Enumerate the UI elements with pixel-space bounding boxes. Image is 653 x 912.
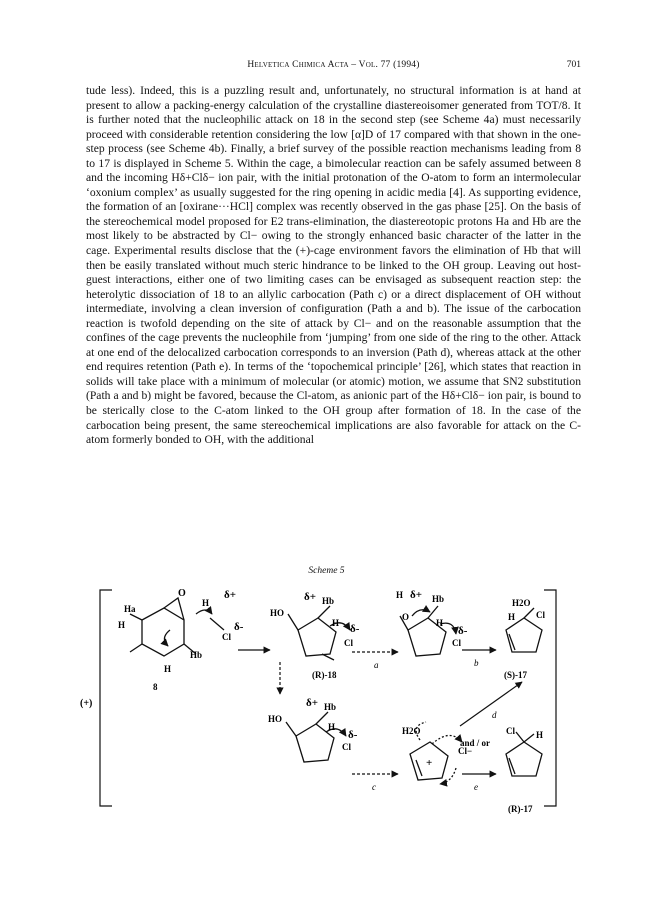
running-head: Helvetica Chimica Acta – Vol. 77 (1994) <box>247 60 420 70</box>
paragraph: tude less). Indeed, this is a puzzling result and, unfortunately, no structural information is at hand at present to allow a packing-energy calculation of the crystalline diastereoisomer generated from TOT/8. It is further noted that the nucleophilic attack on 18 in the second step (see Scheme 4a) must necessarily proceed with considerable retention considering the low [α]D of 17 compared with that shown in the one-step process (see Scheme 4b). Finally, a brief survey of the possible reaction mechanisms leading from 8 to 17 is displayed in Scheme 5. Within the cage, a bimolecular reaction can be safely assumed between 8 and the incoming Hδ+Clδ− ion pair, with the initial protonation of the O-atom to form an intermolecular ‘oxonium complex’ as usually suggested for the ring opening in acidic media [4]. As supporting evidence, the formation of an [oxirane···HCl] complex was recently observed in the gas phase [25]. On the basis of the stereochemical model proposed for E2 trans-elimination, the diastereotopic protons Ha and Hb are the most likely to be abstracted by Cl− owing to the strongly enhanced basic character of the latter in the cage. Experimental results disclose that the (+)-cage environment favors the elimination of Hb that will then be easily translated without much steric hindrance to be linked to the OH group. Leaving out host-guest interactions, either one of two limiting cases can be envisaged as subsequent reaction step: the heterolytic dissociation of 18 to an allylic carbocation (Path c) or a direct displacement of OH without intermediate, involving a clean inversion of configuration (Path a and b). The issue of the carbocation reaction is twofold depending on the site of attack by Cl− and on the reasonable assumption that the confines of the cage prevents the nucleophile from ‘jumping’ from one side of the ring to the other. Attack at one end of the delocalized carbocation corresponds to an inversion (Path d), whereas attack at the other end requires retention (Path e). In terms of the ‘topochemical principle’ [26], which states that reaction in solids will take place with a minimum of molecular (or atomic) motion, we assume that SN2 substitution (Path a and b) might be favored, because the Cl-atom, as anionic part of the Hδ+Clδ− ion pair, is bound to be sterically close to the C-atom linked to the OH group after formation of 18. In the case of the carbocation being present, the same stereochemical implications are also favorable for attack on the C-atom formerly bonded to OH, with the additional <box>86 84 581 447</box>
delta-plus-18: δ+ <box>304 591 316 603</box>
label-path-b: b <box>474 658 479 668</box>
structure-r18 <box>288 606 350 660</box>
label-8: 8 <box>153 682 158 692</box>
atom-cl-18: Cl <box>344 638 353 648</box>
left-bracket <box>100 590 112 806</box>
atom-h-top-2: H <box>436 618 444 628</box>
atom-hb-bottom: Hb <box>324 702 337 712</box>
atom-h2o-cation: H2O <box>402 726 421 736</box>
right-bracket <box>544 590 556 806</box>
label-path-c: c <box>372 782 376 792</box>
atom-h-top: H <box>396 590 404 600</box>
atom-o-top: O <box>402 612 410 622</box>
body-text <box>86 84 581 448</box>
label-path-e: e <box>474 782 478 792</box>
atom-cl-r17: Cl <box>506 726 515 736</box>
atom-h-bottom: H <box>328 722 336 732</box>
atom-o-8: O <box>178 588 186 599</box>
plus-cation: + <box>426 757 433 769</box>
atom-ho-18: HO <box>270 608 285 618</box>
delta-minus-8: δ- <box>234 621 244 633</box>
label-r18: (R)-18 <box>312 670 337 680</box>
delta-minus-top: δ- <box>458 625 468 637</box>
atom-ha: Ha <box>124 604 136 614</box>
atom-ho-bottom: HO <box>268 714 283 724</box>
label-path-d: d <box>492 710 497 720</box>
atom-cl-bottom: Cl <box>342 742 351 752</box>
label-s17: (S)-17 <box>504 670 527 680</box>
label-and-or: and / or <box>460 738 491 748</box>
atom-hb-18: Hb <box>322 596 335 606</box>
atom-hb-top: Hb <box>432 594 445 604</box>
page-number: 701 <box>566 60 581 70</box>
atom-h-18: H <box>332 618 340 628</box>
atom-h-s17: H <box>508 612 516 622</box>
label-r17: (R)-17 <box>508 804 533 814</box>
atom-cl-top: Cl <box>452 638 461 648</box>
atom-cl-8: Cl <box>222 632 231 642</box>
atom-h-bottom-8: H <box>164 664 172 674</box>
reaction-scheme <box>60 578 600 818</box>
atom-h-left-8: H <box>118 620 126 630</box>
atom-hb-8: Hb <box>190 650 203 660</box>
atom-cl-minus: Cl− <box>458 746 473 756</box>
scheme-title: Scheme 5 <box>308 566 345 576</box>
atom-h-r17: H <box>536 730 544 740</box>
atom-h-8: H <box>202 598 210 608</box>
label-path-a: a <box>374 660 379 670</box>
bracket-label: (+) <box>80 698 93 709</box>
atom-cl-s17: Cl <box>536 610 545 620</box>
delta-plus-top: δ+ <box>410 589 422 601</box>
arrow-path-d <box>460 682 522 726</box>
delta-plus-8: δ+ <box>224 589 236 601</box>
page-header <box>86 60 581 74</box>
structure-18-bottom <box>286 712 346 762</box>
delta-plus-bottom: δ+ <box>306 697 318 709</box>
delta-minus-bottom: δ- <box>348 729 358 741</box>
structure-8 <box>130 598 224 656</box>
delta-minus-18: δ- <box>350 623 360 635</box>
atom-h2o-s17: H2O <box>512 598 531 608</box>
